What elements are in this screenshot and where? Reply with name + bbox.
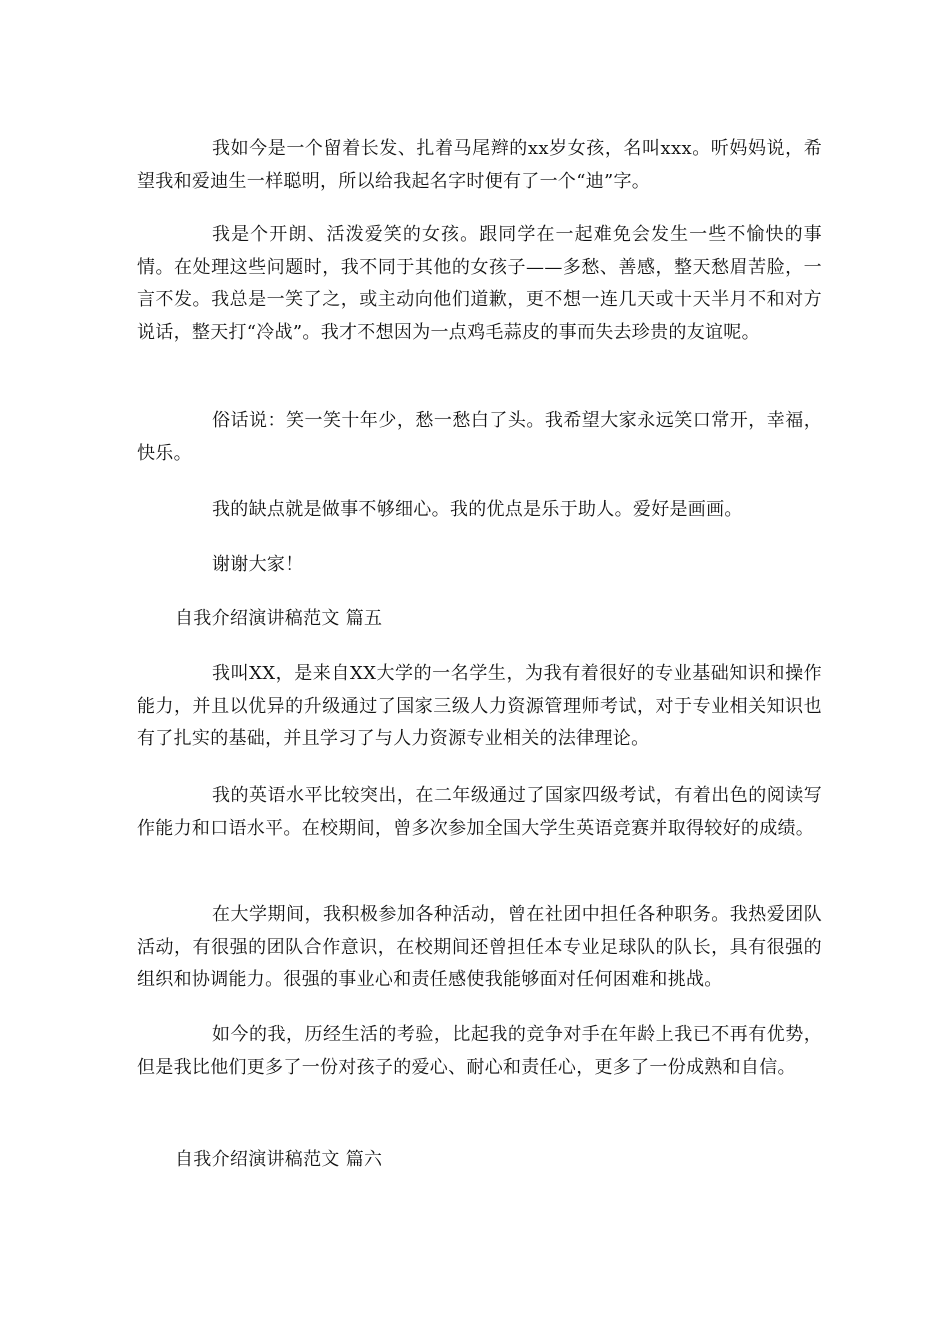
paragraph-english: 我的英语水平比较突出，在二年级通过了国家四级考试，有着出色的阅读写作能力和口语水平。在校期间，曾多次参加全国大学生英语竞赛并取得较好的成绩。 [137, 785, 822, 839]
section-heading-5: 自我介绍演讲稿范文 篇五 [175, 608, 383, 629]
paragraph-activities: 在大学期间，我积极参加各种活动，曾在社团中担任各种职务。我热爱团队活动，有很强的团队合作意识，在校期间还曾担任本专业足球队的队长，具有很强的组织和协调能力。很强的事业心和责任感使我能够面对任何困难和挑战。 [137, 904, 822, 990]
paragraph-education: 我叫XX，是来自XX大学的一名学生，为我有着很好的专业基础知识和操作能力，并且以优异的升级通过了国家三级人力资源管理师考试，对于专业相关知识也有了扎实的基础，并且学习了与人力资源专业相关的法律理论。 [137, 663, 822, 749]
paragraph-intro-name: 我如今是一个留着长发、扎着马尾辫的xx岁女孩，名叫xxx。听妈妈说，希望我和爱迪生一样聪明，所以给我起名字时便有了一个“迪”字。 [137, 138, 822, 192]
paragraph-proverb: 俗话说：笑一笑十年少，愁一愁白了头。我希望大家永远笑口常开，幸福，快乐。 [137, 410, 822, 464]
paragraph-strengths-weaknesses: 我的缺点就是做事不够细心。我的优点是乐于助人。爱好是画画。 [212, 499, 743, 520]
paragraph-self-assessment: 如今的我，历经生活的考验，比起我的竞争对手在年龄上我已不再有优势，但是我比他们更多了一份对孩子的爱心、耐心和责任心，更多了一份成熟和自信。 [137, 1024, 822, 1078]
section-heading-6: 自我介绍演讲稿范文 篇六 [175, 1149, 383, 1170]
paragraph-personality: 我是个开朗、活泼爱笑的女孩。跟同学在一起难免会发生一些不愉快的事情。在处理这些问题时，我不同于其他的女孩子——多愁、善感，整天愁眉苦脸，一言不发。我总是一笑了之，或主动向他们道歉，更不想一连几天或十天半月不和对方说话，整天打“冷战”。我才不想因为一点鸡毛蒜皮的事而失去珍贵的友谊呢。 [137, 224, 822, 343]
paragraph-thanks: 谢谢大家！ [212, 554, 304, 575]
